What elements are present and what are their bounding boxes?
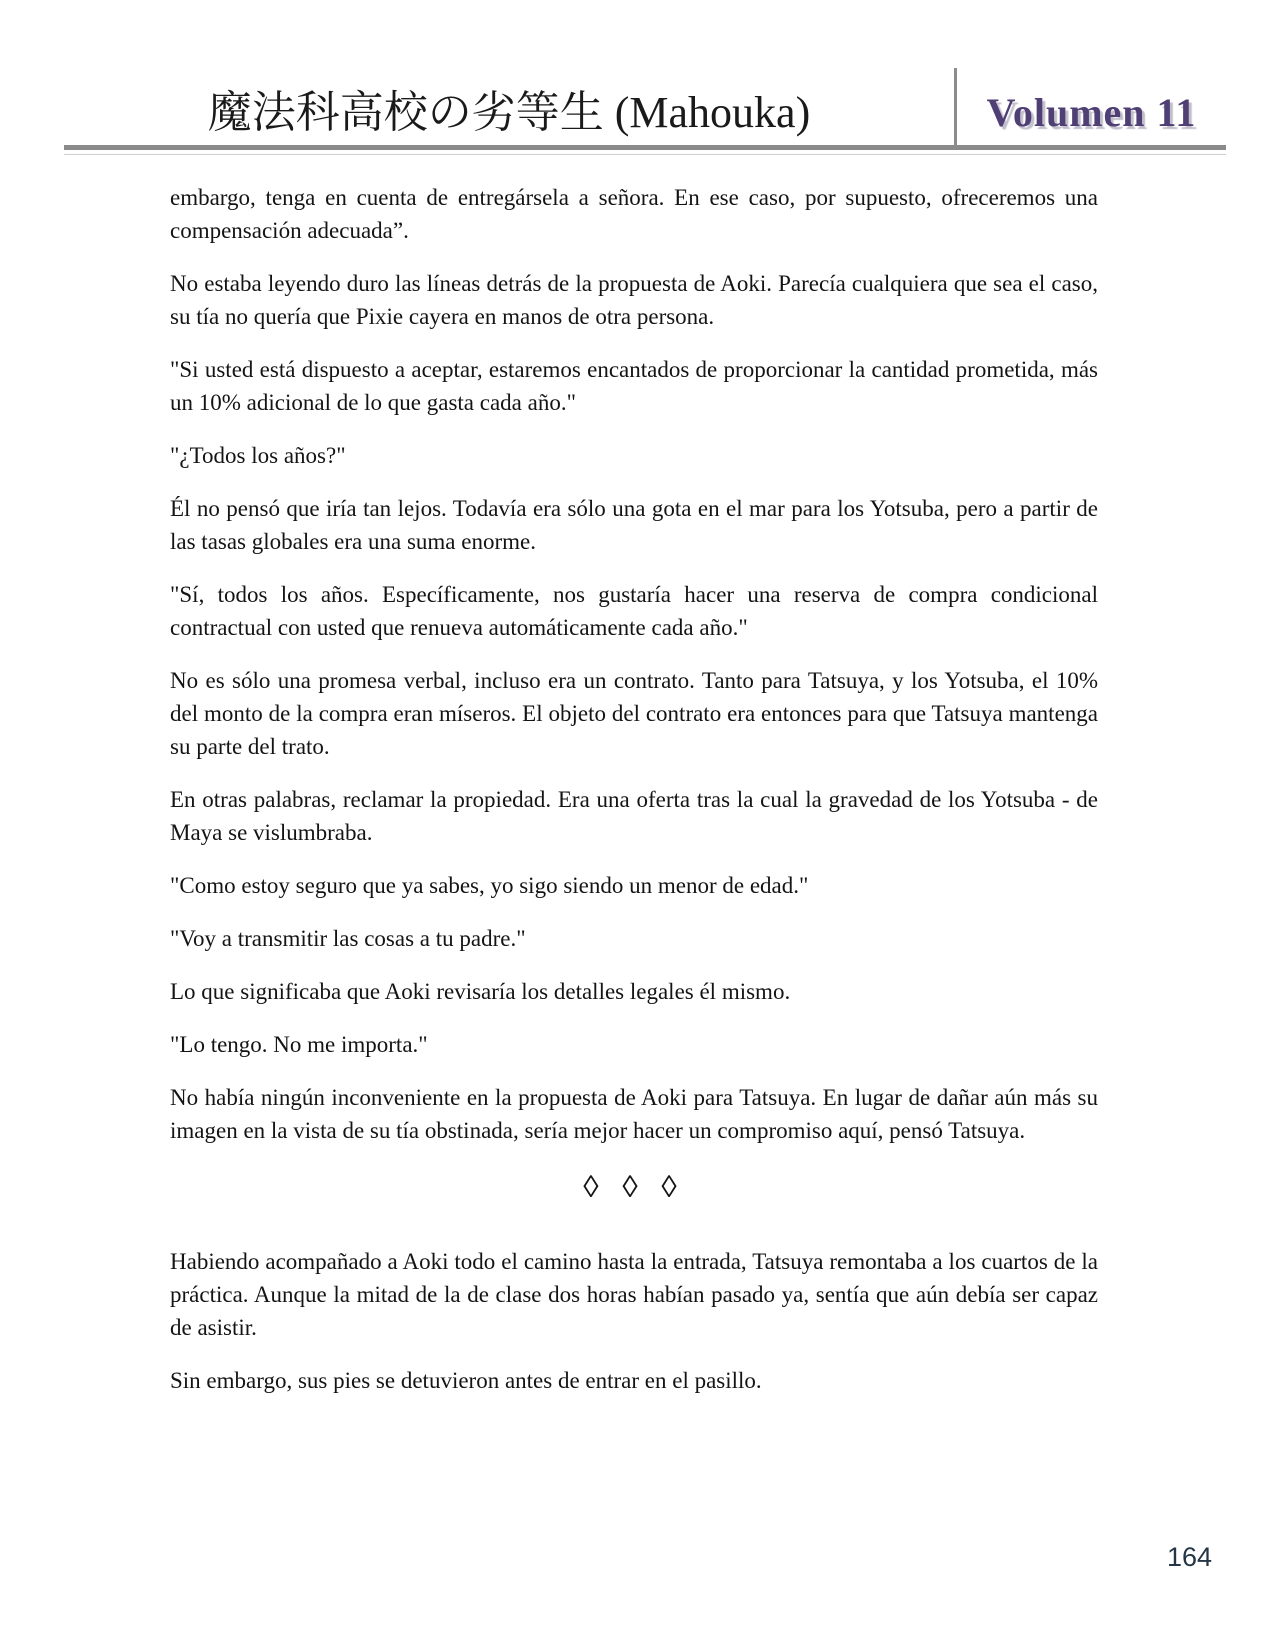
paragraph: Sin embargo, sus pies se detuvieron antes de entrar en el pasillo. [170, 1368, 762, 1393]
header-rule-thin [64, 154, 1226, 155]
paragraph: "Sí, todos los años. Específicamente, nos gustaría hacer una reserva de compra condicional contractual con usted que renueva automáticamente cada año." [170, 582, 1098, 640]
paragraph: En otras palabras, reclamar la propiedad. Era una oferta tras la cual la gravedad de los Yotsuba - de Maya se vislumbraba. [170, 787, 1098, 845]
volume-label: Volumen 11 [986, 90, 1197, 135]
paragraph: No es sólo una promesa verbal, incluso era un contrato. Tanto para Tatsuya, y los Yotsuba, el 10% del monto de la compra eran míseros. El objeto del contrato era entonces para que Tatsuya mantenga su parte del trato. [170, 668, 1098, 759]
paragraph: Lo que significaba que Aoki revisaría los detalles legales él mismo. [170, 979, 791, 1004]
header-row [64, 58, 1226, 145]
paragraph: embargo, tenga en cuenta de entregársela a señora. En ese caso, por supuesto, ofreceremos una compensación adecuada”. [170, 185, 1098, 243]
book-title: 魔法科高校の劣等生 (Mahouka) [207, 88, 811, 137]
scene-break-diamonds: ◊ ◊ ◊ [583, 1169, 685, 1204]
paragraph: Habiendo acompañado a Aoki todo el camino hasta la entrada, Tatsuya remontaba a los cuartos de la práctica. Aunque la mitad de la de clase dos horas habían pasado ya, sentía que aún debía ser capaz de asistir. [170, 1249, 1098, 1340]
header-rule-thick [64, 145, 1226, 150]
paragraph: "Si usted está dispuesto a aceptar, estaremos encantados de proporcionar la cantidad prometida, más un 10% adicional de lo que gasta cada año." [170, 357, 1098, 415]
paragraph: "Voy a transmitir las cosas a tu padre." [170, 926, 526, 951]
page-number: 164 [1166, 1542, 1212, 1572]
paragraph: "Como estoy seguro que ya sabes, yo sigo siendo un menor de edad." [170, 873, 809, 898]
paragraph: No había ningún inconveniente en la propuesta de Aoki para Tatsuya. En lugar de dañar aún más su imagen en la vista de su tía obstinada, sería mejor hacer un compromiso aquí, pensó Tatsuya. [170, 1085, 1098, 1143]
paragraph: Él no pensó que iría tan lejos. Todavía era sólo una gota en el mar para los Yotsuba, pero a partir de las tasas globales era una suma enorme. [170, 496, 1098, 554]
page-body-text [170, 181, 1098, 1417]
paragraph: "¿Todos los años?" [170, 443, 346, 468]
page-header [64, 58, 1226, 155]
paragraph: No estaba leyendo duro las líneas detrás de la propuesta de Aoki. Parecía cualquiera que sea el caso, su tía no quería que Pixie cayera en manos de otra persona. [170, 271, 1098, 329]
paragraph: "Lo tengo. No me importa." [170, 1032, 428, 1057]
